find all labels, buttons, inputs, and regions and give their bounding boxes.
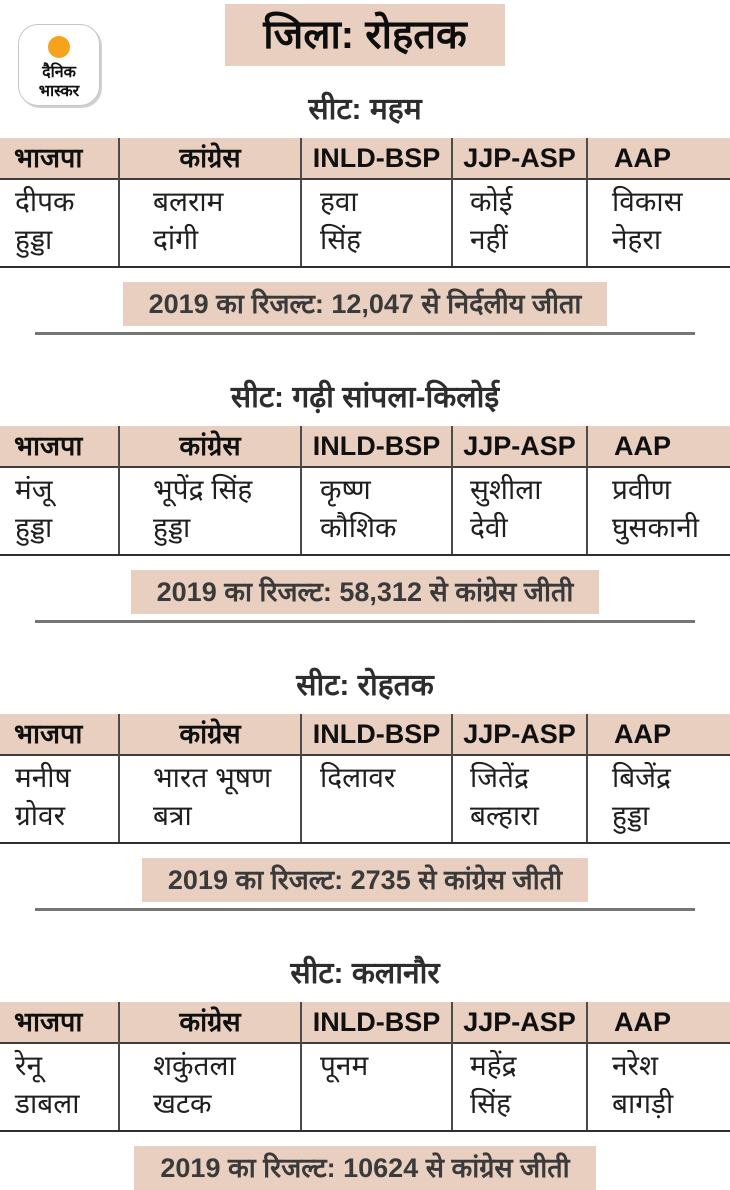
candidate-name-line: दीपक (15, 186, 75, 217)
candidate-cell (453, 1044, 586, 1130)
party-header: JJP-ASP (453, 426, 586, 468)
party-header: AAP (588, 714, 730, 756)
table-column-jjp-asp (453, 1002, 588, 1130)
party-header: JJP-ASP (453, 138, 586, 180)
candidate-name-line: नहीं (470, 224, 508, 255)
result-banner-wrap (0, 570, 730, 614)
table-column-congress (120, 1002, 302, 1130)
candidate-name-line: दांगी (153, 224, 199, 255)
table-column-aap (588, 426, 730, 554)
table-column-aap (588, 138, 730, 266)
candidate-name-line: मनीष (15, 762, 71, 793)
table-column-jjp-asp (453, 426, 588, 554)
party-header: भाजपा (0, 1002, 118, 1044)
party-header: INLD-BSP (302, 138, 451, 180)
candidate-cell (453, 756, 586, 842)
table-column-aap (588, 1002, 730, 1130)
logo-line-1: दैनिक (42, 64, 76, 81)
party-header: INLD-BSP (302, 714, 451, 756)
seat-section-garhi-sampla-kiloi (0, 375, 730, 623)
candidate-name-line: सिंह (320, 224, 362, 255)
candidate-name-line: सुशीला (470, 474, 542, 505)
table-column-inld-bsp (302, 138, 453, 266)
candidate-cell (588, 180, 730, 266)
candidate-cell (453, 180, 586, 266)
result-banner-wrap (0, 1146, 730, 1190)
candidate-name-line: हवा (320, 186, 358, 217)
table-column-congress (120, 714, 302, 842)
party-header: INLD-BSP (302, 426, 451, 468)
party-header: JJP-ASP (453, 1002, 586, 1044)
section-divider (35, 908, 695, 911)
district-title: जिला: रोहतक (225, 4, 505, 66)
candidate-cell (588, 1044, 730, 1130)
table-column-bjp (0, 714, 120, 842)
seat-section-rohtak (0, 663, 730, 911)
candidate-name-line: नरेश (612, 1050, 659, 1081)
result-banner-wrap (0, 282, 730, 326)
dainik-bhaskar-logo (18, 24, 100, 106)
candidate-name-line: कौशिक (320, 512, 397, 543)
candidate-name-line: बिजेंद्र (612, 762, 671, 793)
party-header: JJP-ASP (453, 714, 586, 756)
candidate-name-line: पूनम (320, 1050, 369, 1081)
candidate-name-line: हुड्डा (153, 512, 191, 543)
party-header: कांग्रेस (120, 138, 300, 180)
party-header: भाजपा (0, 138, 118, 180)
section-divider (35, 332, 695, 335)
logo-line-2: भास्कर (38, 83, 80, 100)
logo-text (39, 63, 79, 101)
candidate-name-line: डाबला (15, 1088, 80, 1119)
candidate-cell (453, 468, 586, 554)
candidate-name-line: मंजू (15, 474, 53, 505)
seat-title: सीट: रोहतक (296, 669, 434, 702)
candidate-name-line: भारत भूषण (153, 762, 272, 793)
result-banner: 2019 का रिजल्ट: 12,047 से निर्दलीय जीता (123, 282, 608, 326)
seat-title: सीट: कलानौर (290, 957, 440, 990)
result-banner: 2019 का रिजल्ट: 2735 से कांग्रेस जीती (142, 858, 588, 902)
candidate-name-line: नेहरा (612, 224, 662, 255)
candidate-name-line: ग्रोवर (15, 800, 66, 831)
candidate-cell (120, 1044, 300, 1130)
party-header: AAP (588, 426, 730, 468)
candidates-table (0, 426, 730, 556)
candidates-table (0, 714, 730, 844)
table-column-congress (120, 138, 302, 266)
candidate-cell (120, 468, 300, 554)
candidate-cell (302, 756, 451, 842)
party-header: AAP (588, 138, 730, 180)
table-column-congress (120, 426, 302, 554)
candidate-cell (588, 468, 730, 554)
table-column-jjp-asp (453, 138, 588, 266)
result-banner-wrap (0, 858, 730, 902)
candidate-name-line: शकुंतला (153, 1050, 236, 1081)
seat-title: सीट: महम (308, 93, 422, 126)
election-infographic (0, 4, 730, 1183)
candidate-cell (0, 468, 118, 554)
table-column-bjp (0, 138, 120, 266)
table-column-inld-bsp (302, 1002, 453, 1130)
candidate-name-line: भूपेंद्र सिंह (153, 474, 253, 505)
candidate-cell (120, 180, 300, 266)
candidate-cell (0, 180, 118, 266)
candidate-name-line: हुड्डा (612, 800, 650, 831)
candidate-name-line: हुड्डा (15, 512, 53, 543)
candidate-name-line: कोई (470, 186, 513, 217)
seat-title: सीट: गढ़ी सांपला-किलोई (230, 381, 500, 414)
candidate-name-line: खटक (153, 1088, 212, 1119)
candidate-name-line: दिलावर (320, 762, 396, 793)
header (0, 4, 730, 100)
candidates-table (0, 138, 730, 268)
party-header: कांग्रेस (120, 426, 300, 468)
candidate-name-line: बल्हारा (470, 800, 539, 831)
table-column-inld-bsp (302, 714, 453, 842)
party-header: कांग्रेस (120, 1002, 300, 1044)
table-column-bjp (0, 426, 120, 554)
table-column-bjp (0, 1002, 120, 1130)
candidate-name-line: प्रवीण (612, 474, 671, 505)
candidate-cell (302, 468, 451, 554)
candidate-name-line: जितेंद्र (470, 762, 529, 793)
table-column-inld-bsp (302, 426, 453, 554)
candidate-cell (302, 180, 451, 266)
candidate-name-line: सिंह (470, 1088, 512, 1119)
candidates-table (0, 1002, 730, 1132)
result-banner: 2019 का रिजल्ट: 10624 से कांग्रेस जीती (134, 1146, 595, 1190)
result-banner: 2019 का रिजल्ट: 58,312 से कांग्रेस जीती (131, 570, 600, 614)
candidate-cell (120, 756, 300, 842)
candidate-cell (0, 756, 118, 842)
candidate-cell (588, 756, 730, 842)
seat-section-kalanaur (0, 951, 730, 1190)
candidate-name-line: कृष्ण (320, 474, 371, 505)
candidate-name-line: बागड़ी (612, 1088, 674, 1119)
party-header: INLD-BSP (302, 1002, 451, 1044)
party-header: कांग्रेस (120, 714, 300, 756)
party-header: भाजपा (0, 714, 118, 756)
party-header: भाजपा (0, 426, 118, 468)
party-header: AAP (588, 1002, 730, 1044)
table-column-aap (588, 714, 730, 842)
section-divider (35, 620, 695, 623)
candidate-name-line: बत्रा (153, 800, 192, 831)
candidate-name-line: देवी (470, 512, 508, 543)
candidate-name-line: रेनू (15, 1050, 42, 1081)
candidate-name-line: महेंद्र (470, 1050, 517, 1081)
candidate-name-line: विकास (612, 186, 683, 217)
logo-sun-icon (48, 36, 70, 58)
candidate-cell (0, 1044, 118, 1130)
candidate-name-line: घुसकानी (612, 512, 700, 543)
seat-section-maham (0, 87, 730, 335)
candidate-cell (302, 1044, 451, 1130)
candidate-name-line: बलराम (153, 186, 224, 217)
table-column-jjp-asp (453, 714, 588, 842)
candidate-name-line: हुड्डा (15, 224, 53, 255)
